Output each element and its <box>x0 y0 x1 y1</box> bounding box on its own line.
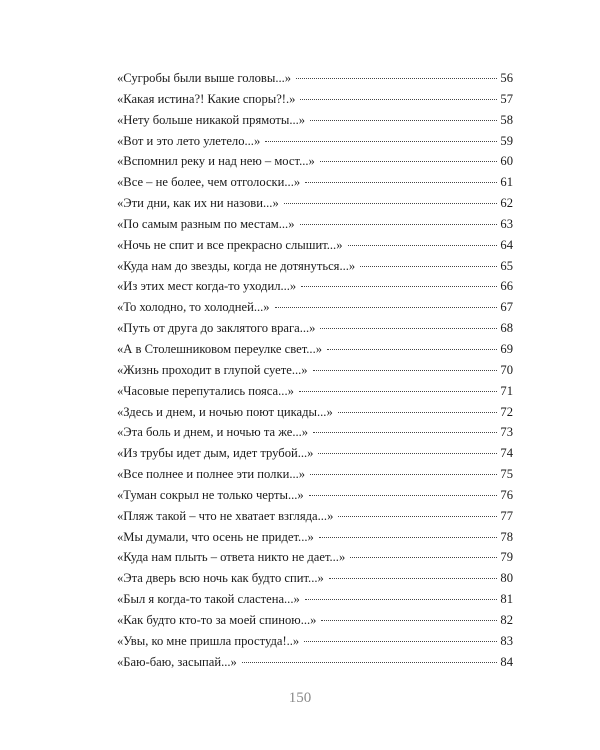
dot-leader <box>300 99 497 100</box>
toc-entry <box>117 527 513 548</box>
toc-entry-title: «Здесь и днем, и ночью поют цикады...» <box>117 404 333 419</box>
toc-entry <box>117 610 513 631</box>
toc-entry <box>117 89 513 110</box>
toc-entry-page: 74 <box>500 446 513 461</box>
toc-entry-title: «Эта боль и днем, и ночью та же...» <box>117 425 309 440</box>
toc-entry-page: 67 <box>500 300 513 315</box>
toc-entry <box>117 589 513 610</box>
toc-entry-title: «Вот и это лето улетело...» <box>117 133 261 148</box>
dot-leader <box>348 245 498 246</box>
toc-entry <box>117 506 513 527</box>
toc-entry-title: «Увы, ко мне пришла простуда!..» <box>117 633 300 648</box>
toc-entry-page: 66 <box>500 279 513 294</box>
dot-leader <box>265 141 497 142</box>
toc-entry-page: 56 <box>500 71 513 85</box>
dot-leader <box>338 516 497 517</box>
dot-leader <box>301 286 497 287</box>
dot-leader <box>320 328 497 329</box>
dot-leader <box>300 224 498 225</box>
toc-entry <box>117 464 513 485</box>
toc-entry-title: «Эти дни, как их ни назови...» <box>117 196 279 211</box>
dot-leader <box>360 266 497 267</box>
dot-leader <box>296 78 497 79</box>
toc-entry-page: 64 <box>500 237 513 252</box>
toc-entry <box>117 193 513 214</box>
toc-entry-page: 71 <box>500 383 513 398</box>
toc-entry <box>117 256 513 277</box>
toc-entry <box>117 381 513 402</box>
toc-entry <box>117 214 513 235</box>
toc-entry-title: «Пляж такой – что не хватает взгляда...» <box>117 508 334 523</box>
toc-entry <box>117 339 513 360</box>
toc-entry <box>117 151 513 172</box>
toc-entry-page: 72 <box>500 404 513 419</box>
toc-entry-page: 60 <box>500 154 513 169</box>
dot-leader <box>309 495 498 496</box>
dot-leader <box>319 537 498 538</box>
toc-entry <box>117 402 513 423</box>
dot-leader <box>304 641 497 642</box>
toc-entry-page: 76 <box>500 487 513 502</box>
toc-entry <box>117 568 513 589</box>
page-number: 150 <box>288 690 312 706</box>
dot-leader <box>284 203 498 204</box>
dot-leader <box>350 557 497 558</box>
toc-entry-page: 80 <box>500 571 513 586</box>
dot-leader <box>318 453 497 454</box>
dot-leader <box>313 432 497 433</box>
toc-entry <box>117 318 513 339</box>
toc-entry-page: 63 <box>500 216 513 231</box>
dot-leader <box>242 662 498 663</box>
toc-entry-page: 59 <box>500 133 513 148</box>
toc-entry-page: 75 <box>500 467 513 482</box>
toc-entry-title: «Туман сокрыл не только черты...» <box>117 487 304 502</box>
toc-entry-page: 82 <box>500 612 513 627</box>
toc-entry-title: «По самым разным по местам...» <box>117 216 295 231</box>
toc-entry-page: 58 <box>500 112 513 127</box>
toc-entry-page: 73 <box>500 425 513 440</box>
toc-entry-title: «Был я когда-то такой сластена...» <box>117 592 300 607</box>
toc-entry <box>117 443 513 464</box>
toc-entry-page: 65 <box>500 258 513 273</box>
toc-entry <box>117 360 513 381</box>
toc-entry-title: «Эта дверь всю ночь как будто спит...» <box>117 571 324 586</box>
toc-entry-page: 77 <box>500 508 513 523</box>
toc-entry-page: 81 <box>500 592 513 607</box>
toc-entry-title: «Ночь не спит и все прекрасно слышит...» <box>117 237 343 252</box>
toc-entry-title: «Сугробы были выше головы...» <box>117 71 292 85</box>
toc-entry <box>117 297 513 318</box>
dot-leader <box>305 182 497 183</box>
toc-entry-title: «Мы думали, что осень не придет...» <box>117 529 314 544</box>
dot-leader <box>275 307 498 308</box>
toc-entry-title: «То холодно, то холодней...» <box>117 300 270 315</box>
toc-entry <box>117 110 513 131</box>
toc-entry-title: «Все полнее и полнее эти полки...» <box>117 467 306 482</box>
dot-leader <box>313 370 498 371</box>
toc-entry-title: «Жизнь проходит в глупой суете...» <box>117 362 308 377</box>
toc-entry <box>117 235 513 256</box>
toc-entry-page: 70 <box>500 362 513 377</box>
toc-entry-title: «Баю-баю, засыпай...» <box>117 654 237 669</box>
dot-leader <box>320 161 498 162</box>
dot-leader <box>338 412 498 413</box>
toc-entry-page: 69 <box>500 341 513 356</box>
toc-entry-page: 79 <box>500 550 513 565</box>
dot-leader <box>310 120 497 121</box>
toc-entry <box>117 276 513 297</box>
toc-entry-title: «Все – не более, чем отголоски...» <box>117 175 301 190</box>
toc-entry-page: 84 <box>500 654 513 669</box>
toc-entry <box>117 652 513 673</box>
dot-leader <box>310 474 497 475</box>
dot-leader <box>321 620 497 621</box>
toc-entry-title: «Из трубы идет дым, идет трубой...» <box>117 446 314 461</box>
toc-entry-title: «Нету больше никакой прямоты...» <box>117 112 306 127</box>
toc-entry-title: «Куда нам до звезды, когда не дотянуться...» <box>117 258 356 273</box>
toc-entry-page: 57 <box>500 91 513 106</box>
toc-entry-title: «Из этих мест когда-то уходил...» <box>117 279 297 294</box>
table-of-contents <box>117 68 513 672</box>
toc-entry-title: «Какая истина?! Какие споры?!.» <box>117 91 296 106</box>
toc-entry-page: 78 <box>500 529 513 544</box>
dot-leader <box>327 349 497 350</box>
toc-entry-title: «Часовые перепутались пояса...» <box>117 383 294 398</box>
dot-leader <box>299 391 498 392</box>
toc-entry <box>117 68 513 89</box>
toc-entry-title: «А в Столешниковом переулке свет...» <box>117 341 323 356</box>
dot-leader <box>305 599 498 600</box>
toc-entry <box>117 547 513 568</box>
dot-leader <box>329 578 498 579</box>
toc-entry <box>117 631 513 652</box>
toc-entry-page: 68 <box>500 321 513 336</box>
toc-entry-page: 83 <box>500 633 513 648</box>
toc-entry <box>117 485 513 506</box>
toc-entry-title: «Вспомнил реку и над нею – мост...» <box>117 154 315 169</box>
toc-entry-page: 62 <box>500 196 513 211</box>
toc-entry <box>117 172 513 193</box>
toc-entry <box>117 131 513 152</box>
toc-entry-title: «Как будто кто-то за моей спиною...» <box>117 612 317 627</box>
toc-entry-page: 61 <box>500 175 513 190</box>
toc-entry-title: «Путь от друга до заклятого врага...» <box>117 321 316 336</box>
toc-entry <box>117 422 513 443</box>
toc-entry-title: «Куда нам плыть – ответа никто не дает...» <box>117 550 346 565</box>
